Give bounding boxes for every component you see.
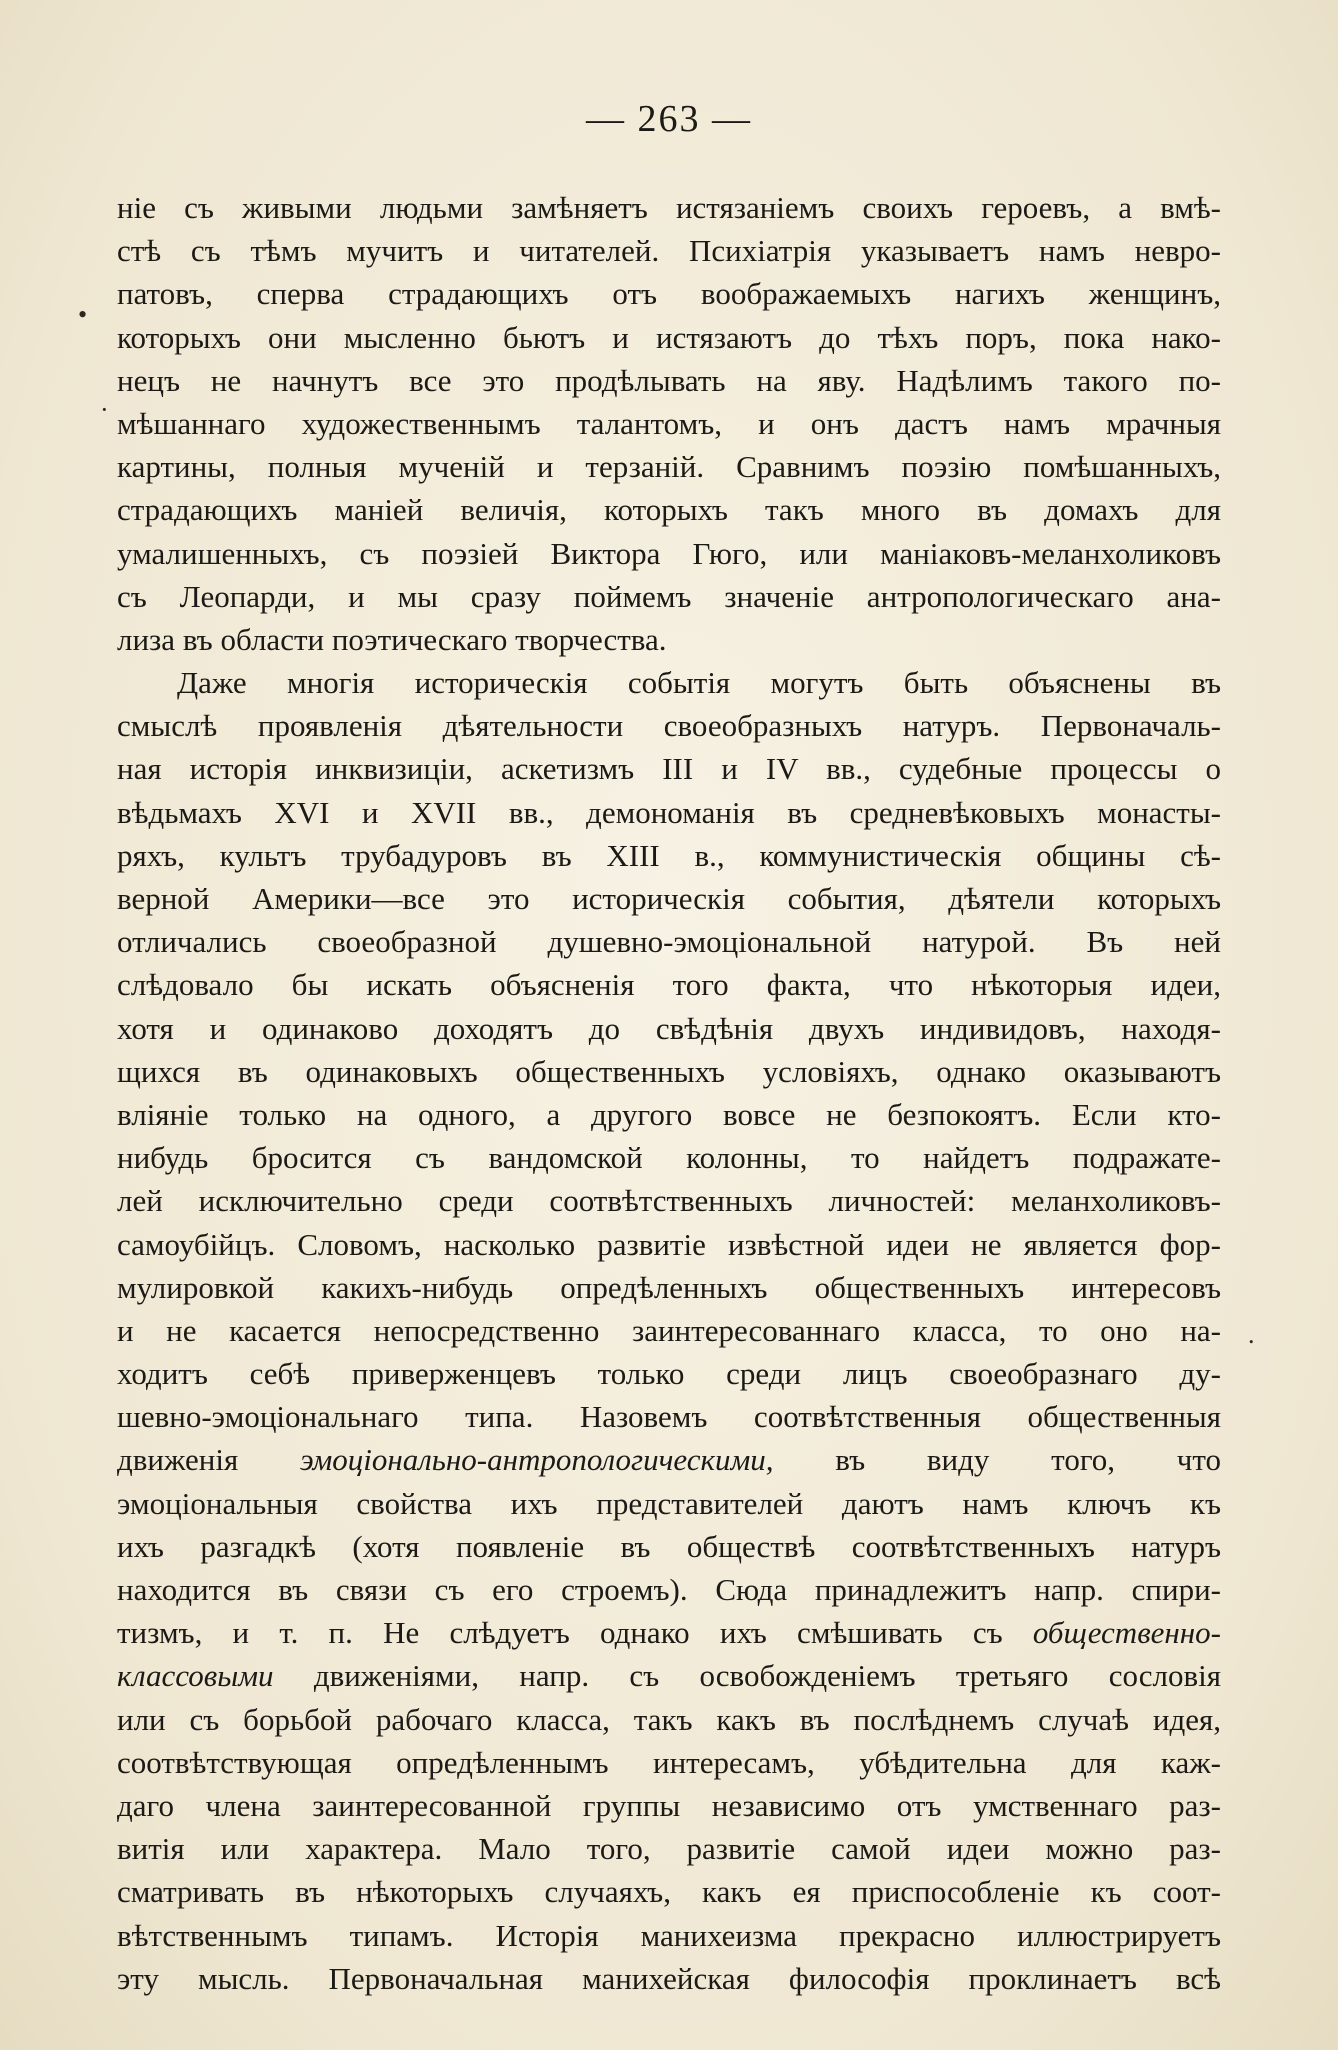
text-line: эту мысль. Первоначальная манихейская философія проклинаетъ всѣ <box>117 1960 1221 1996</box>
text-line: ходитъ себѣ приверженцевъ только среди лицъ своеобразнаго ду- <box>117 1356 1221 1392</box>
text-line: стѣ съ тѣмъ мучитъ и читателей. Психіатрія указываетъ намъ невро- <box>117 233 1221 269</box>
text-line: эмоціональныя свойства ихъ представителей даютъ намъ ключъ къ <box>117 1485 1221 1521</box>
text-line: даго члена заинтересованной группы независимо отъ умственнаго раз- <box>117 1787 1221 1823</box>
body-text <box>117 186 1221 2000</box>
text-line-with-italic <box>117 1654 1221 1697</box>
text-line: верной Америки—все это историческія события, дѣятели которыхъ <box>117 881 1221 916</box>
paragraph-start-line: Даже многія историческія событія могутъ быть объяснены въ <box>177 665 1221 701</box>
paragraph-end-line: лиза въ области поэтическаго творчества. <box>117 621 667 657</box>
text-line: ряхъ, культъ трубадуровъ въ XIII в., коммунистическія общины сѣ- <box>117 837 1221 873</box>
text-line: вѣдьмахъ XVI и XVII вв., демономанія въ средневѣковыхъ монасты- <box>117 794 1221 830</box>
text-line: которыхъ они мысленно бьютъ и истязаютъ до тѣхъ поръ, пока нако- <box>117 319 1221 355</box>
text-line: смыслѣ проявленія дѣятельности своеобразныхъ натуръ. Первоначаль- <box>117 708 1221 744</box>
text-line: соотвѣтствующая опредѣленнымъ интересамъ, убѣдительна для каж- <box>117 1744 1221 1780</box>
text-line: самоубійцъ. Словомъ, насколько развитіе извѣстной идеи не является фор- <box>117 1226 1221 1262</box>
text-line: умалишенныхъ, съ поэзіей Виктора Гюго, или маніаковъ-меланхоликовъ <box>117 535 1221 571</box>
margin-dot-right: . <box>1248 1320 1255 1349</box>
italic-term: общественно- <box>1032 1615 1221 1651</box>
text-line: сматривать въ нѣкоторыхъ случаяхъ, какъ ея приспособленіе къ соот- <box>117 1874 1221 1910</box>
text-line: и не касается непосредственно заинтересованнаго класса, то оно на- <box>117 1312 1221 1348</box>
text-line-with-italic <box>117 1611 1221 1654</box>
margin-dot: • <box>78 300 88 329</box>
text-line: мулировкой какихъ-нибудь опредѣленныхъ общественныхъ интересовъ <box>117 1269 1221 1305</box>
text-line: лей исключительно среди соотвѣтственныхъ личностей: меланхоликовъ- <box>117 1183 1221 1219</box>
text-line: вѣтственнымъ типамъ. Исторія манихеизма прекрасно иллюстрируетъ <box>117 1917 1221 1953</box>
line-segment: движенія <box>117 1442 300 1478</box>
margin-dash: · <box>100 395 109 424</box>
line-segment: движеніями, напр. съ освобожденіемъ третьяго сословія <box>273 1658 1221 1694</box>
text-line: страдающихъ маніей величія, которыхъ такъ много въ домахъ для <box>117 492 1221 528</box>
text-line: щихся въ одинаковыхъ общественныхъ условіяхъ, однако оказываютъ <box>117 1053 1221 1089</box>
text-line: вліяніе только на одного, а другого вовсе не безпокоятъ. Если кто- <box>117 1096 1221 1132</box>
line-segment: въ виду того, что <box>773 1442 1221 1478</box>
text-line: ная исторія инквизиціи, аскетизмъ III и IV вв., судебные процессы о <box>117 751 1221 787</box>
text-line: ніе съ живыми людьми замѣняетъ истязаніемъ своихъ героевъ, а вмѣ- <box>117 190 1221 225</box>
text-line: или съ борьбой рабочаго класса, такъ какъ въ послѣднемъ случаѣ идея, <box>117 1701 1221 1737</box>
text-line-with-italic <box>117 1438 1221 1481</box>
text-line: отличались своеобразной душевно-эмоціональной натурой. Въ ней <box>117 924 1221 960</box>
italic-term: эмоціонально-антропологическими, <box>300 1442 774 1478</box>
text-line: шевно-эмоціональнаго типа. Назовемъ соотвѣтственныя общественныя <box>117 1399 1221 1435</box>
text-line: мѣшаннаго художественнымъ талантомъ, и онъ дастъ намъ мрачныя <box>117 405 1221 441</box>
text-line: картины, полныя мученій и терзаній. Сравнимъ поэзію помѣшанныхъ, <box>117 449 1221 485</box>
text-line: витія или характера. Мало того, развитіе самой идеи можно раз- <box>117 1831 1221 1867</box>
text-line: нибудь бросится съ вандомской колонны, то найдетъ подражате- <box>117 1140 1221 1176</box>
text-line: патовъ, сперва страдающихъ отъ воображаемыхъ нагихъ женщинъ, <box>117 276 1221 312</box>
text-line: нецъ не начнутъ все это продѣлывать на яву. Надѣлимъ такого по- <box>117 362 1221 398</box>
line-segment: тизмъ, и т. п. Не слѣдуетъ однако ихъ смѣшивать съ <box>117 1615 1033 1651</box>
text-line: съ Леопарди, и мы сразу поймемъ значеніе антропологическаго ана- <box>117 578 1221 614</box>
text-line: ихъ разгадкѣ (хотя появленіе въ обществѣ соотвѣтственныхъ натуръ <box>117 1528 1221 1564</box>
text-line: хотя и одинаково доходятъ до свѣдѣнія двухъ индивидовъ, находя- <box>117 1010 1221 1046</box>
text-line: находится въ связи съ его строемъ). Сюда принадлежитъ напр. спири- <box>117 1572 1221 1607</box>
italic-term: классовыми <box>117 1658 274 1694</box>
page-number: — 263 — <box>586 98 752 140</box>
text-line: слѣдовало бы искать объясненія того факта, что нѣкоторыя идеи, <box>117 967 1221 1003</box>
